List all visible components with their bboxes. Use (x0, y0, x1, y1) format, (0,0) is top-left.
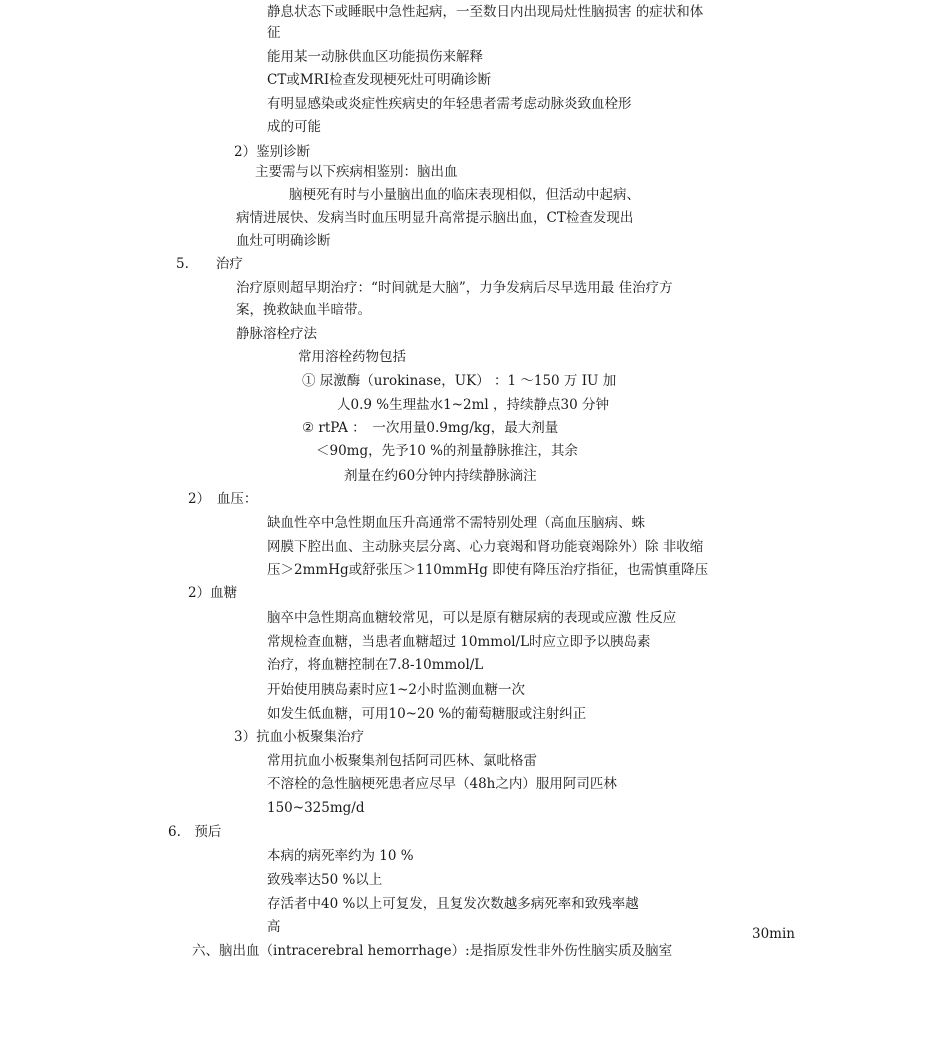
text-line: 如发生低血糖，可用10~20 %的葡萄糖服或注射纠正 (267, 706, 587, 722)
text-line: 能用某一动脉供血区功能损伤来解释 (267, 49, 483, 65)
text-line: 征 (267, 25, 281, 41)
text-line: 不溶栓的急性脑梗死患者应尽早（48h之内）服用阿司匹林 (267, 776, 617, 792)
text-line: 病情进展快、发病当时血压明显升高常提示脑出血，CT检查发现出 (236, 210, 634, 226)
text-line: 人0.9 %生理盐水1~2ml ，持续静点30 分钟 (337, 397, 609, 413)
text-line: 常用溶栓药物包括 (298, 349, 406, 365)
text-line: 案，挽救缺血半暗带。 (236, 302, 371, 318)
text-line: 脑梗死有时与小量脑出血的临床表现相似，但活动中起病、 (289, 187, 640, 203)
text-line: 脑卒中急性期高血糖较常见，可以是原有糖尿病的表现或应激 性反应 (267, 610, 677, 626)
text-line: CT或MRI检查发现梗死灶可明确诊断 (267, 72, 492, 88)
section-heading: 静脉溶栓疗法 (236, 326, 317, 342)
text-line: 有明显感染或炎症性疾病史的年轻患者需考虑动脉炎致血栓形 (267, 96, 632, 112)
text-line: 常用抗血小板聚集剂包括阿司匹林、氯吡格雷 (267, 753, 537, 769)
text-line: 静息状态下或睡眠中急性起病，一至数日内出现局灶性脑损害 的症状和体 (267, 4, 704, 20)
section-heading: 5. 治疗 (176, 256, 243, 272)
text-line: 网膜下腔出血、主动脉夹层分离、心力衰竭和肾功能衰竭除外）除 非收缩 (267, 539, 704, 555)
text-line: 致残率达50 %以上 (267, 872, 383, 888)
section-heading: 2）血糖 (188, 585, 238, 601)
section-heading: 2） 血压： (188, 491, 258, 507)
list-item: ② rtPA ： 一次用量0.9mg/kg，最大剂量 (302, 420, 559, 436)
text-line: 治疗原则超早期治疗：“时间就是大脑”，力争发病后尽早选用最 佳治疗方 (236, 280, 673, 296)
text-line: ＜90mg，先予10 %的剂量静脉推注，其余 (316, 443, 578, 459)
text-line: 成的可能 (267, 119, 321, 135)
text-line: 存活者中40 %以上可复发，且复发次数越多病死率和致残率越 (267, 896, 639, 912)
section-heading: 2）鉴别诊断 (234, 144, 311, 160)
text-line: 血灶可明确诊断 (236, 233, 331, 249)
text-line: 开始使用胰岛素时应1~2小时监测血糖一次 (267, 682, 525, 698)
text-line: 150~325mg/d (267, 800, 365, 816)
text-line: 主要需与以下疾病相鉴别：脑出血 (255, 164, 458, 180)
margin-note: 30min (752, 926, 795, 942)
list-item: ① 尿激酶（urokinase，UK） ：1 〜150 万 IU 加 (302, 373, 617, 389)
text-line: 压＞2mmHg或舒张压＞110mmHg 即使有降压治疗指征，也需慎重降压 (267, 562, 709, 578)
text-line: 高 (267, 919, 281, 935)
text-line: 缺血性卒中急性期血压升高通常不需特别处理（高血压脑病、蛛 (267, 515, 645, 531)
text-line: 剂量在约60分钟内持续静脉滴注 (344, 468, 537, 484)
text-line: 本病的病死率约为 10 % (267, 848, 414, 864)
chapter-heading: 六、脑出血（intracerebral hemorrhage）:是指原发性非外伤性脑实质及脑室 (192, 943, 673, 959)
section-heading: 3）抗血小板聚集治疗 (234, 729, 365, 745)
text-line: 治疗，将血糖控制在7.8-10mmol/L (267, 657, 484, 673)
section-heading: 6. 预后 (168, 824, 222, 840)
text-line: 常规检查血糖，当患者血糖超过 10mmol/L时应立即予以胰岛素 (267, 634, 651, 650)
